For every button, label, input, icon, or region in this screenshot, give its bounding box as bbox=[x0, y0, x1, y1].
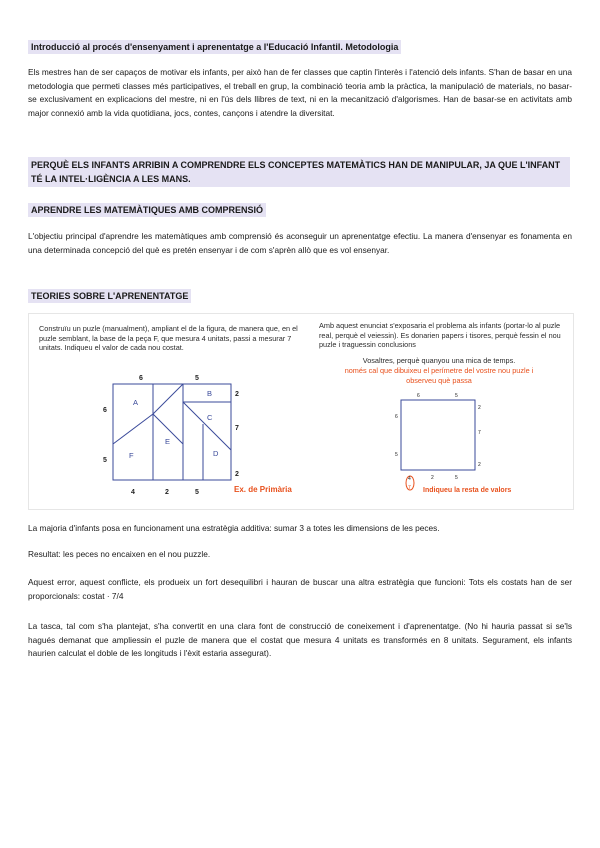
heading-aprendre: APRENDRE LES MATEMÀTIQUES AMB COMPRENSIÓ bbox=[28, 203, 266, 217]
dim-top-right: 5 bbox=[195, 375, 199, 382]
dim-top-left: 6 bbox=[139, 375, 143, 382]
dim-right-top: 2 bbox=[235, 391, 239, 398]
piece-c: C bbox=[207, 413, 213, 422]
piece-d: D bbox=[213, 449, 219, 458]
sq-bottom-right: 5 bbox=[455, 475, 458, 481]
perimeter-square bbox=[401, 400, 475, 470]
sq-top-left: 6 bbox=[417, 393, 420, 399]
figure-instructions: Construïu un puzle (manualment), ampliant el de la figura, de manera que, en el puzle semblant, la base de la peça F, que mesura 4 unitats, passi a mesurar 7 unitats. Indiqueu el valor de cada nou costat. bbox=[39, 324, 298, 353]
remaining-values-note: Indiqueu la resta de valors bbox=[423, 487, 512, 494]
heading-teories: TEORIES SOBRE L'APRENENTATGE bbox=[28, 289, 191, 303]
puzzle-line bbox=[153, 384, 183, 414]
sq-seven-value: 7 bbox=[408, 485, 411, 491]
sq-bottom-middle: 2 bbox=[431, 475, 434, 481]
figure-explanation: Amb aquest enunciat s'exposaria el problema als infants (portar-lo al puzle real, perquè el veiessin). Es donarien papers i tisores, perquè fessin el nou puzle i traguessin conclusions bbox=[319, 321, 561, 350]
sq-top-right: 5 bbox=[455, 393, 458, 399]
piece-a: A bbox=[133, 398, 139, 407]
dim-bottom-right: 5 bbox=[195, 489, 199, 496]
primaria-label: Ex. de Primària bbox=[234, 485, 292, 494]
dim-right-middle: 7 bbox=[235, 425, 239, 432]
puzzle-line bbox=[113, 414, 153, 444]
piece-e: E bbox=[165, 437, 171, 446]
heading-introduccio: Introducció al procés d'ensenyament i aprenentatge a l'Educació Infantil. Metodologia bbox=[28, 40, 401, 54]
sq-right-middle: 7 bbox=[478, 430, 481, 436]
paragraph-error: Aquest error, aquest conflicte, els produeix un fort desequilibri i hauran de buscar una altra estratègia que funcioni: Tots els costats han de ser proporcionals: costat · 7/4 bbox=[28, 577, 572, 601]
sq-right-bottom: 2 bbox=[478, 462, 481, 468]
sq-right-top: 2 bbox=[478, 405, 481, 411]
heading-manipular: PERQUÈ ELS INFANTS ARRIBIN A COMPRENDRE ELS CONCEPTES MATEMÀTICS HAN DE MANIPULAR, JA QUE L'INFANT TÉ LA INTEL·LIGÈNCIA A LES MANS. bbox=[28, 157, 570, 187]
sq-left-top: 6 bbox=[395, 414, 398, 420]
piece-b: B bbox=[207, 389, 213, 398]
dim-bottom-left: 4 bbox=[131, 489, 135, 496]
puzzle-line bbox=[183, 402, 231, 450]
dim-right-bottom: 2 bbox=[235, 471, 239, 478]
piece-f: F bbox=[129, 451, 134, 460]
figure-perimeter-note: només cal que dibuixeu el perímetre del vostre nou puzle i observeu què passa bbox=[344, 366, 534, 385]
dim-left-bottom: 5 bbox=[103, 457, 107, 464]
paragraph-mestres: Els mestres han de ser capaços de motivar els infants, per això han de fer classes que captin l'interès i l'atenció dels infants. S'han de basar en una metodologia que permeti classes més participatives, el treball en grup, la combinació teoria amb la pràctica, la manipulació de materials, no basar-se exclusivament en explicacions del mestre, ni en l'ús dels llibres de text, ni en la mecanització d'algorismes. Han de basar-se en activitats amb major connexió amb la vida quotidiana, jocs, contes, cançons i atendre la diversitat. bbox=[28, 67, 572, 118]
sq-left-bottom: 5 bbox=[395, 452, 398, 458]
paragraph-objectiu: L'objectiu principal d'aprendre les matemàtiques amb comprensió és aconseguir un aprenentatge efectiu. La manera d'ensenyar es fonamenta en una determinada concepció del què es pretén ensenyar i de com s'aprèn allò que es vol ensenyar. bbox=[28, 231, 572, 255]
puzzle-diagram bbox=[29, 314, 573, 509]
figure-time-note: Vosaltres, perquè quanyou una mica de temps. bbox=[362, 356, 516, 365]
sq-circle-value: 4 bbox=[408, 476, 411, 482]
puzzle-figure bbox=[28, 313, 574, 510]
dim-bottom-middle: 2 bbox=[165, 489, 169, 496]
paragraph-tasca: La tasca, tal com s'ha plantejat, s'ha convertit en una clara font de construcció de coneixement i d'aprenentatge. (No hi hauria passat si se'ls hagués demanat que ampliessin el puzle de manera que el costat que mesura 4 unitats es transformés en 8 unitats. Segurament, els infants haurien calculat el doble de les longituds i l'èxit estaria assegurat). bbox=[28, 621, 572, 659]
paragraph-estrategia: La majoria d'infants posa en funcionament una estratègia additiva: sumar 3 a totes les dimensions de les peces. bbox=[28, 523, 440, 533]
paragraph-resultat: Resultat: les peces no encaixen en el nou puzzle. bbox=[28, 549, 211, 559]
dim-left-top: 6 bbox=[103, 407, 107, 414]
